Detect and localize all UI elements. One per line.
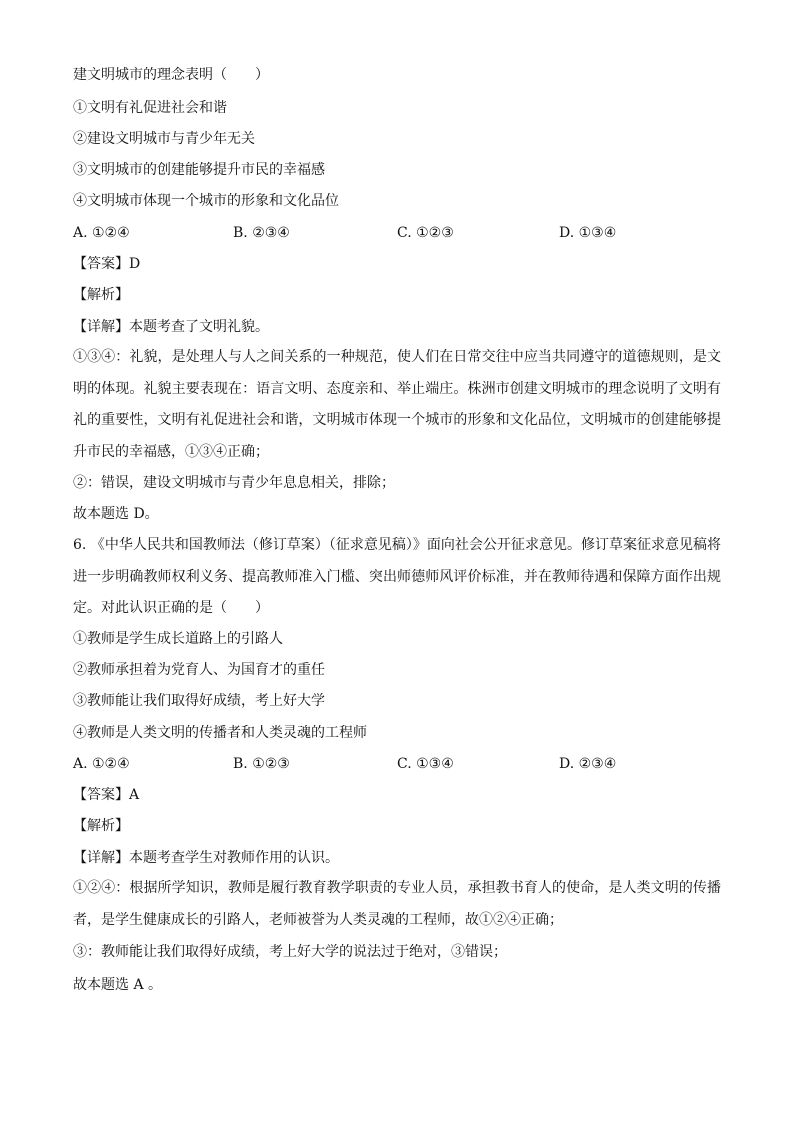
q5-analysis-label: 【解析】 — [73, 287, 129, 303]
q5-detail: 【详解】本题考查了文明礼貌。 — [73, 319, 269, 335]
q5-answer: 【答案】D — [73, 256, 141, 272]
q6-item-4: ④教师是人类文明的传播者和人类灵魂的工程师 — [73, 725, 367, 741]
q5-explanation-2: ②：错误，建设文明城市与青少年息息相关，排除； — [73, 475, 395, 491]
q6-detail: 【详解】本题考查学生对教师作用的认识。 — [73, 850, 339, 866]
q6-item-2: ②教师承担着为党育人、为国育才的重任 — [73, 662, 325, 678]
q5-explanation-1: ①③④：礼貌，是处理人与人之间关系的一种规范，使人们在日常交往中应当共同遵守的道德规则，是文明的体现。礼貌主要表现在：语言文明、态度亲和、举止端庄。株洲市创建文明城市的理念说明了文明有礼的重要性，文明有礼促进社会和谐，文明城市体现一个城市的形象和文化品位，文明城市的创建能够提升市民的幸福感，①③④正确； — [73, 349, 721, 460]
q6-conclusion: 故本题选 A 。 — [73, 977, 163, 993]
q5-conclusion: 故本题选 D。 — [73, 506, 159, 522]
q6-answer: 【答案】A — [73, 787, 140, 803]
q5-item-2: ②建设文明城市与青少年无关 — [73, 131, 255, 147]
q5-option-c: C. ①②③ — [397, 225, 454, 241]
q6-analysis-label: 【解析】 — [73, 818, 129, 834]
q5-option-a: A. ①②④ — [73, 225, 130, 241]
q5-option-b: B. ②③④ — [233, 225, 290, 241]
q6-item-3: ③教师能让我们取得好成绩，考上好大学 — [73, 693, 325, 709]
q6-option-b: B. ①②③ — [233, 756, 290, 772]
q6-item-1: ①教师是学生成长道路上的引路人 — [73, 631, 283, 647]
q6-option-a: A. ①②④ — [73, 756, 130, 772]
q6-option-d: D. ②③④ — [559, 756, 617, 772]
q6-explanation-2: ③：教师能让我们取得好成绩，考上好大学的说法过于绝对，③错误； — [73, 944, 507, 960]
q6-option-c: C. ①③④ — [397, 756, 454, 772]
q6-stem: 6. 《中华人民共和国教师法（修订草案）（征求意见稿）》面向社会公开征求意见。修订草案征求意见稿将进一步明确教师权利义务、提高教师准入门槛、突出师德师风评价标准，并在教师待遇和保障方面作出规定。对此认识正确的是（ ） — [73, 537, 721, 616]
q5-stem-tail: 建文明城市的理念表明（ ） — [73, 67, 269, 83]
q6-explanation-1: ①②④：根据所学知识，教师是履行教育教学职责的专业人员，承担教书育人的使命，是人类文明的传播者，是学生健康成长的引路人，老师被誉为人类灵魂的工程师，故①②④正确； — [73, 880, 721, 928]
q5-item-1: ①文明有礼促进社会和谐 — [73, 100, 227, 116]
q5-item-4: ④文明城市体现一个城市的形象和文化品位 — [73, 193, 339, 209]
q5-option-d: D. ①③④ — [559, 225, 617, 241]
q5-item-3: ③文明城市的创建能够提升市民的幸福感 — [73, 162, 325, 178]
